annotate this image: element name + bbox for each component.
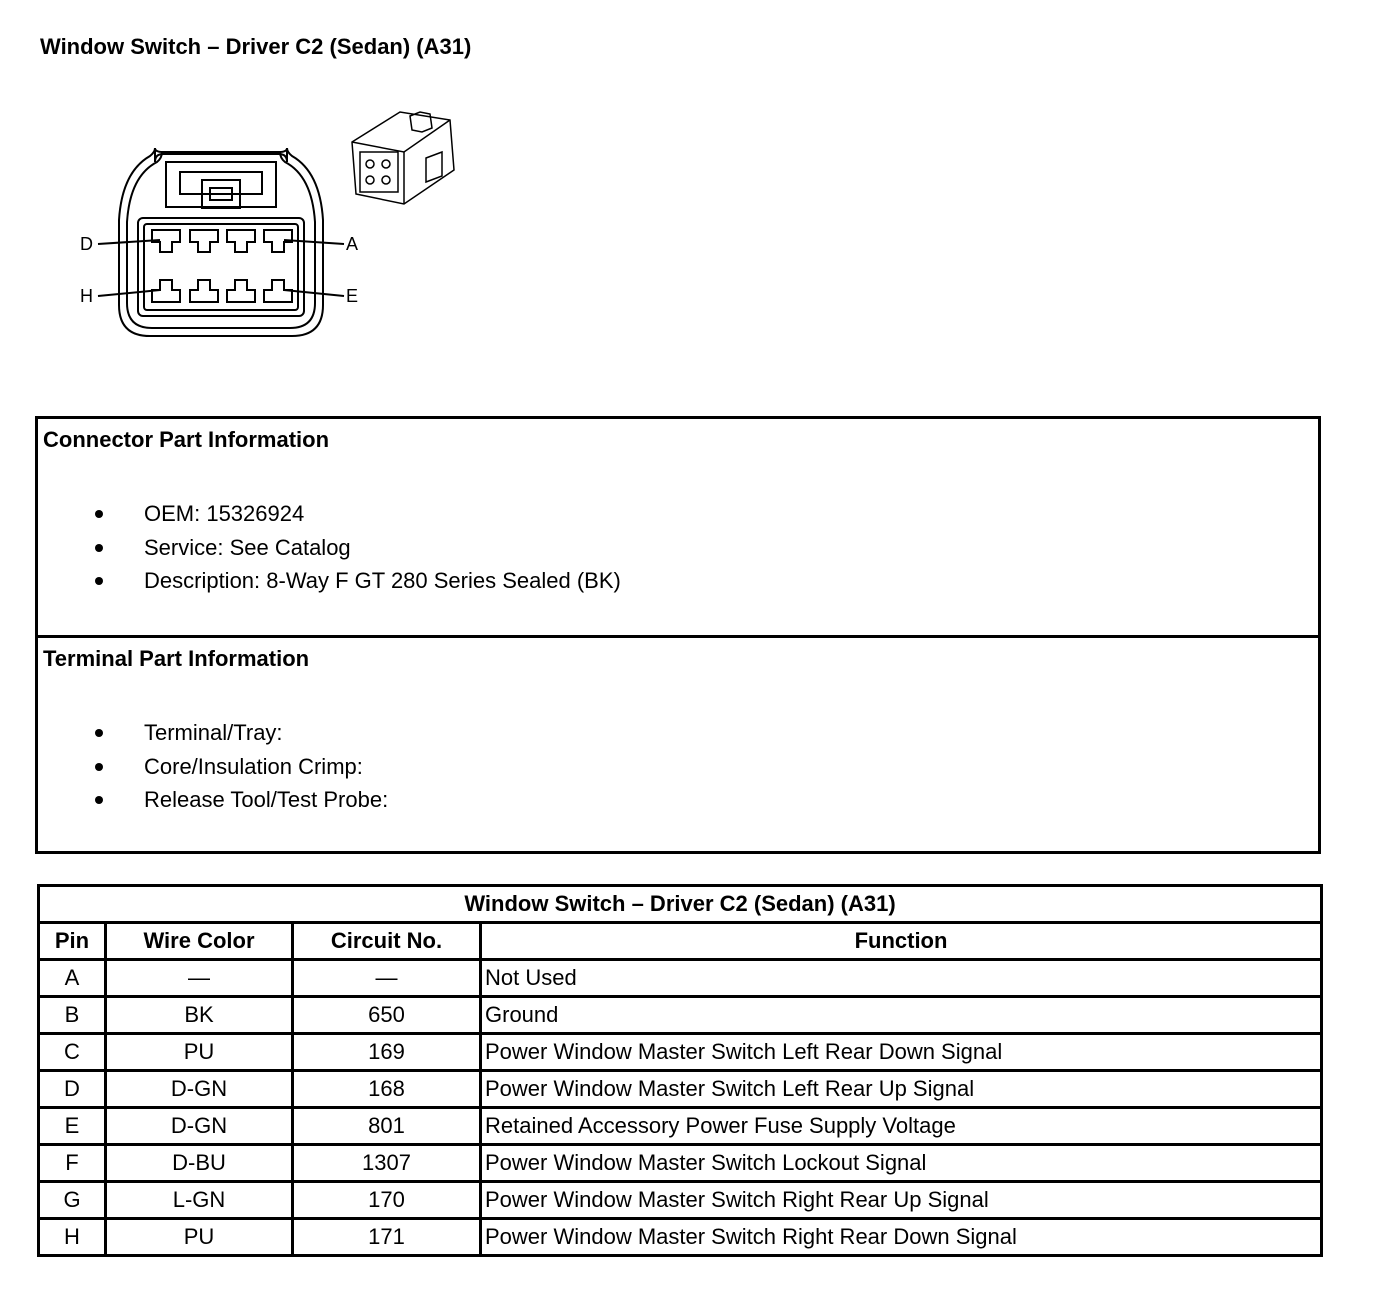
list-item <box>90 716 388 750</box>
connector-info-title: Connector Part Information <box>43 427 330 452</box>
wire-color-cell: L-GN <box>106 1182 293 1219</box>
circuit-cell: 1307 <box>293 1145 481 1182</box>
wire-color-cell: PU <box>106 1219 293 1256</box>
header-pin: Pin <box>39 923 106 960</box>
wire-color-cell: BK <box>106 997 293 1034</box>
terminal-row-bottom <box>152 280 292 302</box>
function-cell: Retained Accessory Power Fuse Supply Voltage <box>481 1108 1322 1145</box>
pin-label-a: A <box>346 234 359 254</box>
pin-cell: D <box>39 1071 106 1108</box>
connector-info-list <box>90 497 621 598</box>
pin-table <box>37 884 1323 1257</box>
bullet-icon <box>95 729 103 737</box>
bullet-icon <box>95 577 103 585</box>
wire-color-cell: D-GN <box>106 1108 293 1145</box>
list-item-text: OEM: 15326924 <box>144 501 305 526</box>
terminal-row-top <box>152 230 292 252</box>
list-item-text: Release Tool/Test Probe: <box>144 787 389 812</box>
list-item <box>90 783 388 817</box>
wire-color-cell: — <box>106 960 293 997</box>
bullet-icon <box>95 510 103 518</box>
table-caption-row <box>39 886 1322 923</box>
table-caption: Window Switch – Driver C2 (Sedan) (A31) <box>39 886 1322 923</box>
pin-cell: G <box>39 1182 106 1219</box>
list-item-text: Service: See Catalog <box>144 534 351 560</box>
function-cell: Not Used <box>481 960 1322 997</box>
list-item <box>90 750 388 784</box>
list-item-text: Terminal/Tray: <box>144 720 283 745</box>
list-item <box>90 497 621 531</box>
table-row <box>39 960 1322 997</box>
table-header-row <box>39 923 1322 960</box>
pin-cell: A <box>39 960 106 997</box>
connector-info-section <box>38 419 1318 635</box>
function-cell: Power Window Master Switch Left Rear Down Signal <box>481 1034 1322 1071</box>
pin-cell: H <box>39 1219 106 1256</box>
pin-label-d: D <box>80 234 93 254</box>
table-row <box>39 1071 1322 1108</box>
list-item <box>90 564 621 598</box>
function-cell: Power Window Master Switch Lockout Signal <box>481 1145 1322 1182</box>
circuit-cell: 171 <box>293 1219 481 1256</box>
function-cell: Ground <box>481 997 1322 1034</box>
terminal-info-list <box>90 716 388 817</box>
list-item-text: Core/Insulation Crimp: <box>144 753 363 779</box>
list-item <box>90 531 621 565</box>
bullet-icon <box>95 796 103 804</box>
header-wire-color: Wire Color <box>106 923 293 960</box>
bullet-icon <box>95 763 103 771</box>
pin-label-e: E <box>346 286 359 306</box>
function-cell: Power Window Master Switch Left Rear Up Signal <box>481 1071 1322 1108</box>
table-row <box>39 1219 1322 1256</box>
table-row <box>39 1108 1322 1145</box>
table-row <box>39 1182 1322 1219</box>
page-title: Window Switch – Driver C2 (Sedan) (A31) <box>40 34 472 59</box>
table-row <box>39 997 1322 1034</box>
header-circuit-no: Circuit No. <box>293 923 481 960</box>
terminal-info-section <box>38 635 1318 851</box>
table-row <box>39 1034 1322 1071</box>
terminal-info-title: Terminal Part Information <box>43 646 310 671</box>
pin-cell: F <box>39 1145 106 1182</box>
circuit-cell: 168 <box>293 1071 481 1108</box>
circuit-cell: 169 <box>293 1034 481 1071</box>
function-cell: Power Window Master Switch Right Rear Down Signal <box>481 1219 1322 1256</box>
wire-color-cell: PU <box>106 1034 293 1071</box>
header-function: Function <box>481 923 1322 960</box>
wire-color-cell: D-GN <box>106 1071 293 1108</box>
pin-cell: B <box>39 997 106 1034</box>
circuit-cell: 170 <box>293 1182 481 1219</box>
connector-3d-icon <box>352 112 454 204</box>
function-cell: Power Window Master Switch Right Rear Up Signal <box>481 1182 1322 1219</box>
pin-label-h: H <box>80 286 93 306</box>
list-item-text: Description: 8-Way F GT 280 Series Sealed (BK) <box>144 568 621 593</box>
pin-cell: E <box>39 1108 106 1145</box>
connector-diagram <box>70 100 490 350</box>
wire-color-cell: D-BU <box>106 1145 293 1182</box>
circuit-cell: 801 <box>293 1108 481 1145</box>
circuit-cell: — <box>293 960 481 997</box>
pin-cell: C <box>39 1034 106 1071</box>
bullet-icon <box>95 544 103 552</box>
part-info-box <box>35 416 1321 854</box>
table-row <box>39 1145 1322 1182</box>
circuit-cell: 650 <box>293 997 481 1034</box>
